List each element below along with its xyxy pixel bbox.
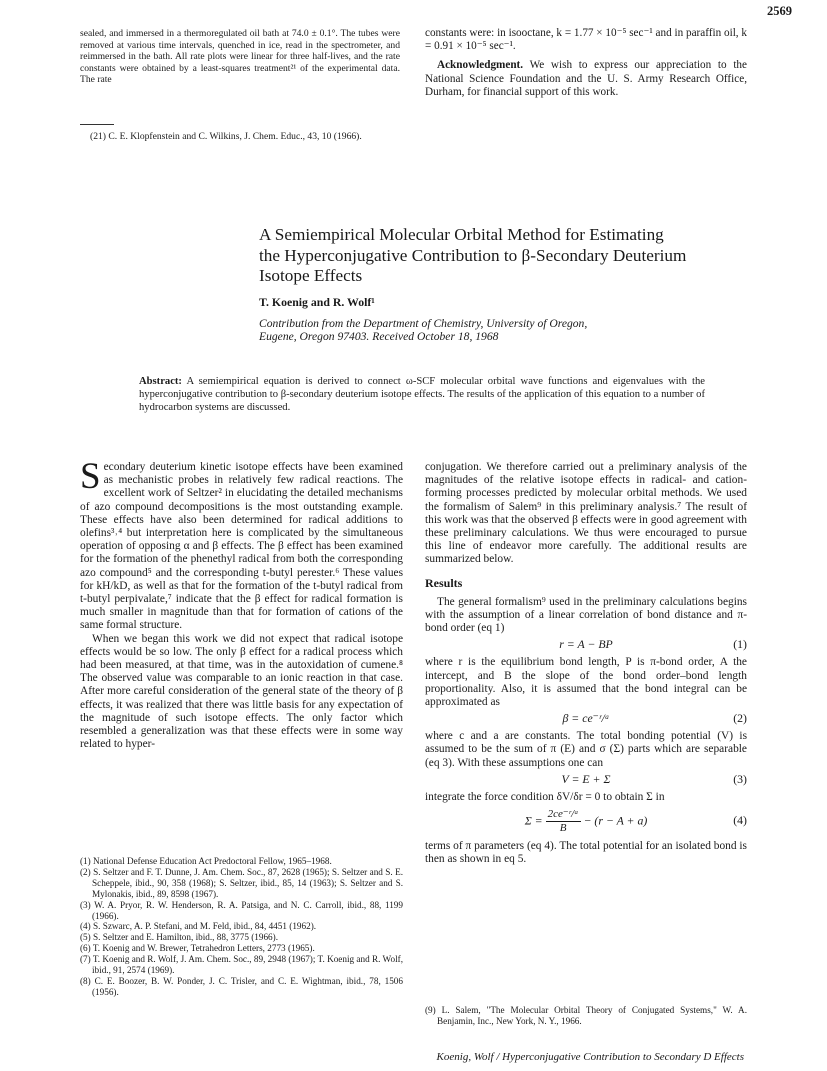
equation-3 [425, 773, 747, 789]
article-title [259, 225, 759, 287]
equation-1-body: r = A − BP [559, 637, 613, 652]
footnotes-right [425, 1005, 747, 1027]
acknowledgment-text: We wish to express our appreciation to the National Science Foundation and the U. S. Army Research Office, Durham, for financial support of this work. [425, 59, 747, 98]
results-paragraph-2: where r is the equilibrium bond length, P is π-bond order, A the intercept, and B the slope of the bond order–bond length proportionality. Also, it is assumed that the bond integral can be approximated as [425, 656, 747, 709]
equation-4-denominator: B [559, 822, 567, 835]
affiliation [259, 317, 719, 344]
drop-cap: S [80, 456, 101, 497]
equation-2-body: β = ce⁻ʳ/ᵃ [562, 711, 610, 726]
abstract-text: A semiempirical equation is derived to connect ω-SCF molecular orbital wave functions and eigenvalues with the hyperconjugative contribution to β-secondary deuterium isotope effects. The results of the application of this equation to a number of hydrocarbon systems are discussed. [139, 376, 705, 413]
previous-article-text-left [80, 28, 400, 86]
equation-2-number: (2) [733, 711, 747, 726]
acknowledgment [425, 59, 747, 99]
equation-3-number: (3) [733, 771, 747, 786]
intro-paragraph-1 [80, 456, 403, 633]
title-line-1: A Semiempirical Molecular Orbital Method for Estimating [259, 225, 664, 244]
equation-4-number: (4) [733, 813, 747, 828]
footnote-8: (8) C. E. Boozer, B. W. Ponder, J. C. Trisler, and C. E. Wightman, ibid., 78, 1506 (1956). [80, 975, 403, 997]
footnote-rule [80, 124, 114, 125]
equation-4 [425, 806, 747, 838]
title-line-3: Isotope Effects [259, 266, 363, 286]
results-heading: Results [425, 575, 463, 590]
equation-3-body: V = E + Σ [561, 771, 611, 786]
equation-4-lhs: Σ = [524, 813, 543, 828]
results-paragraph-4: integrate the force condition δV/δr = 0 to obtain Σ in [425, 790, 665, 803]
page-number: 2569 [767, 4, 792, 18]
acknowledgment-label: Acknowledgment. [437, 59, 524, 72]
footnote-6: (6) T. Koenig and W. Brewer, Tetrahedron Letters, 2773 (1965). [80, 943, 315, 954]
equation-1 [425, 638, 747, 654]
prev-paragraph: sealed, and immersed in a thermoregulated oil bath at 74.0 ± 0.1°. The tubes were removed at various time intervals, quenched in ice, read in the spectrometer, and reimmersed in the bath. All rate plots were linear for three half-lives, and the rate constants were obtained by a least-squares treatment²¹ of the experimental data. The rate [80, 28, 400, 86]
footnote-5: (5) S. Seltzer and E. Hamilton, ibid., 88, 3775 (1966). [80, 932, 279, 943]
running-footer: Koenig, Wolf / Hyperconjugative Contribution to Secondary D Effects [436, 1051, 744, 1063]
previous-article-text-right [425, 27, 747, 99]
footnote-21-text: (21) C. E. Klopfenstein and C. Wilkins, J. Chem. Educ., 43, 10 (1966). [90, 131, 362, 142]
footnotes-left [80, 856, 403, 998]
footnote-21 [90, 131, 402, 143]
conjugation-paragraph: conjugation. We therefore carried out a preliminary analysis of the magnitudes of the relative isotope effects in radical- and cation-forming processes predicted by molecular orbital methods. We used the formalism of Salem⁹ in this preliminary analysis.⁷ The result of this work was that the observed β effects were in good agreement with these preliminary calculations. We thus were encouraged to pursue this line of endeavor more carefully. The additional results are summarized below. [425, 461, 747, 566]
results-paragraph-3: where c and a are constants. The total bonding potential (V) is assumed to be the sum of π (E) and σ (Σ) parts which are separable (eq 3). With these assumptions one can [425, 730, 747, 769]
title-line-2: the Hyperconjugative Contribution to β-Secondary Deuterium [259, 245, 687, 265]
equation-4-numerator: 2ce⁻ʳ/ᵃ [546, 808, 581, 822]
abstract-label: Abstract: [139, 376, 182, 387]
right-column [425, 461, 747, 866]
footnote-1: (1) National Defense Education Act Predoctoral Fellow, 1965–1968. [80, 856, 332, 866]
results-paragraph-5: terms of π parameters (eq 4). The total potential for an isolated bond is then as shown in eq 5. [425, 840, 747, 866]
footnote-2: (2) S. Seltzer and F. T. Dunne, J. Am. Chem. Soc., 87, 2628 (1965); S. Seltzer and S. E. Scheppele, ibid., 90, 358 (1968); S. Seltzer, ibid., 85, 14 (1963); S. Seltzer and S. Mylonakis, ibid., 89, 8598 (1967). [80, 866, 403, 899]
affiliation-line-1: Contribution from the Department of Chemistry, University of Oregon, [259, 317, 588, 330]
equation-2 [425, 712, 747, 728]
affiliation-line-2: Eugene, Oregon 97403. Received October 18, 1968 [259, 330, 499, 344]
equation-4-body [425, 808, 747, 835]
footnote-9: (9) L. Salem, "The Molecular Orbital Theory of Conjugated Systems," W. A. Benjamin, Inc., New York, N. Y., 1966. [425, 1005, 747, 1026]
footnote-4: (4) S. Szwarc, A. P. Stefani, and M. Feld, ibid., 84, 4451 (1962). [80, 921, 317, 932]
equation-4-fraction [546, 808, 581, 835]
equation-1-number: (1) [733, 637, 747, 652]
intro-paragraph-2: When we began this work we did not expect that radical isotope effects would be so low. The only β effect for a radical process which had been measured, at that time, was in the autoxidation of cumene.⁸ The observed value was comparable to an ionic reaction in that case. After more careful consideration of the general state of the theory of β effects, it was realized that there was little basis for any expectation of the magnitude of such isotope effects. The only factor which resembled a generalization was that these effects were in some way related to hyper- [80, 632, 403, 751]
authors: T. Koenig and R. Wolf¹ [259, 295, 375, 309]
footnote-7: (7) T. Koenig and R. Wolf, J. Am. Chem. Soc., 89, 2948 (1967); T. Koenig and R. Wolf, ibid., 91, 2574 (1969). [80, 954, 403, 976]
rate-constants-text: constants were: in isooctane, k = 1.77 × 10⁻⁵ sec⁻¹ and in paraffin oil, k = 0.91 × 10⁻⁵ sec⁻¹. [425, 27, 747, 53]
footnote-3: (3) W. A. Pryor, R. W. Henderson, R. A. Patsiga, and N. C. Carroll, ibid., 88, 1199 (1966). [80, 899, 403, 921]
equation-4-rhs: − (r − A + a) [583, 813, 648, 828]
results-paragraph-1: The general formalism⁹ used in the preliminary calculations begins with the assumption of a linear correlation of bond distance and π-bond order (eq 1) [425, 595, 747, 635]
abstract [139, 376, 705, 414]
intro-paragraph-1-text: econdary deuterium kinetic isotope effects have been examined as mechanistic probes in relatively few radical reactions. The excellent work of Seltzer² in elucidating the detailed mechanisms of azo compound decompositions is the most outstanding example. These effects have also been determined for radical additions to olefins³˒⁴ but interpretation here is complicated by the simultaneous operation of opposing α and β effects. The β effect has been examined for the formation of the phenethyl radical from both the corresponding azo compound⁵ and the corresponding t-butyl perester.⁶ These values for kH/kD, as well as that for the formation of the t-butyl radical from t-butyl perpivalate,⁷ indicate that the β effect for radical formation is much smaller in magnitude than that for formation of cations of the same formal structure. [80, 461, 403, 632]
left-column [80, 456, 403, 751]
